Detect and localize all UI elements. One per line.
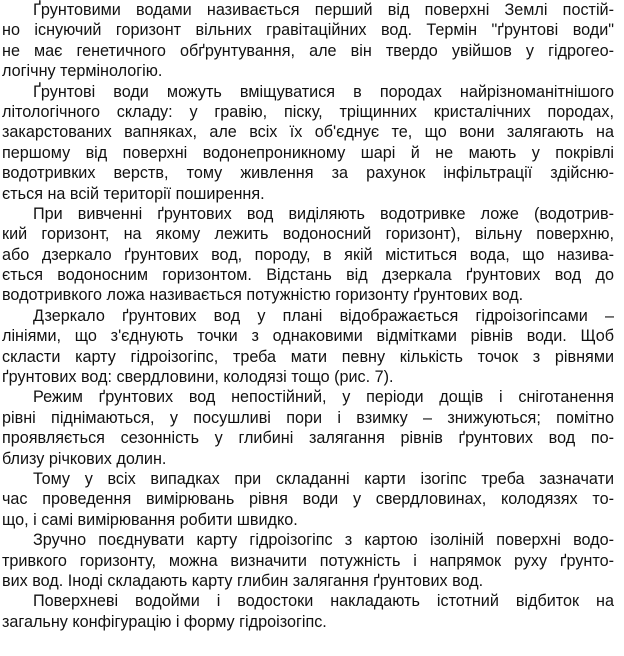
text-line: Режим ґрунтових вод непостійний, у періоди дощів і сніготанення — [33, 388, 614, 407]
text-line: скласти карту гідроізогіпс, треба мати певну кількість точок з рівнями — [2, 347, 614, 366]
text-line: Ґрунтові води можуть вміщуватися в породах найрізноманітнішого — [33, 82, 614, 101]
text-line: Дзеркало ґрунтових вод у плані відображається гідроізогіпсами – — [33, 306, 614, 325]
text-line: Поверхневі водойми і водостоки накладають істотний відбиток на — [33, 592, 614, 611]
text-line: Тому у всіх випадках при складанні карти ізогіпс треба зазначати — [33, 469, 614, 488]
text-line: що, і самі вимірювання робити швидко. — [2, 510, 298, 529]
text-line: водотривкого ложа називається потужністю горизонту ґрунтових вод. — [2, 286, 524, 305]
text-line: Ґрунтовими водами називається перший від поверхні Землі постій- — [33, 1, 614, 19]
text-line: лініями, що з'єднують точки з однаковими відмітками рівнів води. Щоб — [2, 327, 614, 346]
text-line: вих вод. Іноді складають карту глибин залягання ґрунтових вод. — [2, 571, 484, 590]
text-line: не має генетичного обґрунтування, але він твердо увійшов у гідрогео- — [2, 41, 614, 60]
text-line: ґрунтових вод: свердловини, колодязі тощо (рис. 7). — [2, 368, 394, 387]
text-line: першому від поверхні водонепроникному шарі й не мають у покрівлі — [2, 143, 614, 162]
text-line: ється на всій території поширення. — [2, 184, 265, 203]
text-line: загальну конфігурацію і форму гідроізогіпс. — [2, 612, 327, 631]
text-line: час проведення вимірювань рівня води у свердловинах, колодязях то- — [2, 490, 614, 509]
text-line: літологічного складу: у гравію, піску, тріщинних кристалічних породах, — [2, 102, 614, 121]
text-line: но існуючий горизонт вільних гравітаційних вод. Термін "ґрунтові води" — [2, 21, 614, 40]
text-line: або дзеркало ґрунтових вод, породу, в якій міститься вода, що назива- — [2, 245, 614, 264]
text-line: проявляється сезонність у глибині залягання рівнів ґрунтових вод по- — [2, 429, 614, 448]
text-line: Зручно поєднувати карту гідроізогіпс з картою ізоліній поверхні водо- — [33, 531, 614, 550]
text-line: кий горизонт, на якому лежить водоносний горизонт), вільну поверхню, — [2, 225, 614, 244]
text-line: рівні піднімаються, у посушливі пори і взимку – знижуються; помітно — [2, 408, 614, 427]
text-line: тривкого горизонту, можна визначити потужність і напрямок руху ґрунто- — [2, 551, 614, 570]
text-line: водотривких верств, тому живлення за рахунок інфільтрації здійсню- — [2, 164, 614, 183]
text-line: близу річкових долин. — [2, 449, 167, 468]
text-line: закарстованих вапняках, але всіх їх об'єднує те, що вони залягають на — [2, 123, 614, 142]
text-line: логічну термінологію. — [2, 62, 163, 81]
text-line: При вивченні ґрунтових вод виділяють водотривке ложе (водотрив- — [33, 204, 614, 223]
text-line: ється водоносним горизонтом. Відстань від дзеркала ґрунтових вод до — [2, 266, 614, 285]
